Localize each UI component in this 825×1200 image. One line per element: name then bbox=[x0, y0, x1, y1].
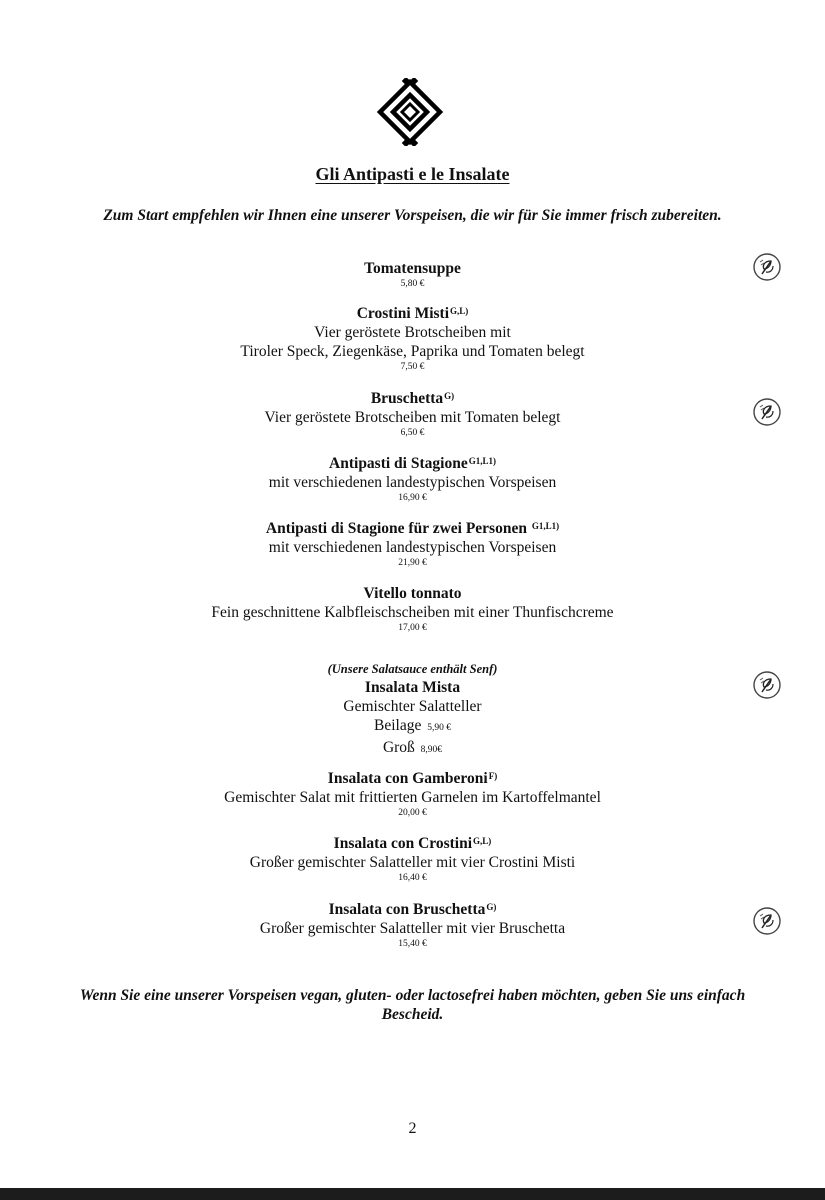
item-name: Tomatensuppe bbox=[364, 260, 461, 277]
item-name: Insalata con Gamberoni bbox=[327, 770, 488, 787]
item-name: Vitello tonnato bbox=[363, 585, 462, 602]
item-description: Gemischter Salat mit frittierten Garnelen im Kartoffelmantel bbox=[224, 789, 601, 806]
menu-item-insalata-gamberoni bbox=[0, 769, 825, 820]
allergen-codes: G1,L1) bbox=[468, 456, 496, 466]
menu-item-antipasti-fuer-zwei bbox=[0, 519, 825, 570]
page-number: 2 bbox=[408, 1120, 417, 1137]
menu-item-insalata-mista bbox=[0, 661, 825, 760]
menu-item-crostini-misti bbox=[0, 304, 825, 374]
size-option-gross: Groß 8,90€ bbox=[382, 739, 443, 756]
item-name: Antipasti di Stagione für zwei Personen bbox=[265, 520, 531, 537]
item-name: Insalata Mista bbox=[364, 679, 461, 696]
item-price: 6,50 € bbox=[400, 428, 425, 438]
item-name: Insalata con Bruschetta bbox=[328, 901, 486, 918]
item-description: Vier geröstete Brotscheiben mit bbox=[314, 324, 511, 341]
menu-item-antipasti-di-stagione bbox=[0, 454, 825, 505]
item-name: Bruschetta bbox=[370, 390, 444, 407]
item-price: 5,80 € bbox=[400, 279, 425, 289]
allergen-codes: G1,L1) bbox=[531, 521, 560, 531]
menu-item-insalata-crostini bbox=[0, 834, 825, 885]
allergen-codes: G) bbox=[444, 391, 455, 401]
vegan-leaf-icon bbox=[752, 906, 782, 936]
menu-item-vitello-tonnato bbox=[0, 584, 825, 635]
item-description: Fein geschnittene Kalbfleischscheiben mit einer Thunfischcreme bbox=[211, 604, 614, 621]
bottom-bar bbox=[0, 1188, 825, 1200]
item-description: mit verschiedenen landestypischen Vorspeisen bbox=[268, 539, 557, 556]
allergen-codes: G) bbox=[486, 902, 497, 912]
allergen-codes: G,L) bbox=[450, 306, 469, 316]
item-name: Antipasti di Stagione bbox=[329, 455, 468, 472]
size-price: 8,90€ bbox=[420, 745, 443, 755]
section-title: Gli Antipasti e le Insalate bbox=[315, 164, 510, 184]
item-description: Tiroler Speck, Ziegenkäse, Paprika und Tomaten belegt bbox=[240, 343, 585, 360]
allergen-codes: F) bbox=[488, 771, 498, 781]
item-description: mit verschiedenen landestypischen Vorspeisen bbox=[268, 474, 557, 491]
item-price: 20,00 € bbox=[398, 808, 427, 818]
intro-text: Zum Start empfehlen wir Ihnen eine unserer Vorspeisen, die wir für Sie immer frisch zubereiten. bbox=[103, 207, 722, 224]
size-option-beilage: Beilage 5,90 € bbox=[374, 717, 451, 734]
footer-note: Wenn Sie eine unserer Vorspeisen vegan, gluten- oder lactosefrei haben möchten, geben Sie uns einfach Bescheid. bbox=[79, 987, 746, 1023]
vegan-leaf-icon bbox=[752, 252, 782, 282]
item-price: 7,50 € bbox=[400, 362, 425, 372]
item-price: 16,40 € bbox=[398, 873, 427, 883]
allergen-codes: G,L) bbox=[473, 836, 492, 846]
menu-item-bruschetta bbox=[0, 389, 825, 440]
menu-item-tomatensuppe bbox=[0, 259, 825, 291]
item-price: 16,90 € bbox=[398, 493, 427, 503]
item-name: Crostini Misti bbox=[356, 305, 449, 322]
item-name: Insalata con Crostini bbox=[333, 835, 473, 852]
item-price: 21,90 € bbox=[398, 558, 427, 568]
menu-item-insalata-bruschetta bbox=[0, 900, 825, 951]
item-price: 15,40 € bbox=[398, 939, 427, 949]
item-description: Großer gemischter Salatteller mit vier Crostini Misti bbox=[249, 854, 576, 871]
ornament-logo bbox=[376, 78, 444, 146]
item-price: 17,00 € bbox=[398, 623, 427, 633]
vegan-leaf-icon bbox=[752, 670, 782, 700]
vegan-leaf-icon bbox=[752, 397, 782, 427]
item-description: Großer gemischter Salatteller mit vier Bruschetta bbox=[259, 920, 566, 937]
item-description: Gemischter Salatteller bbox=[343, 698, 482, 715]
item-description: Vier geröstete Brotscheiben mit Tomaten belegt bbox=[264, 409, 561, 426]
salad-sauce-note: (Unsere Salatsauce enthält Senf) bbox=[327, 662, 498, 676]
size-price: 5,90 € bbox=[427, 723, 451, 733]
